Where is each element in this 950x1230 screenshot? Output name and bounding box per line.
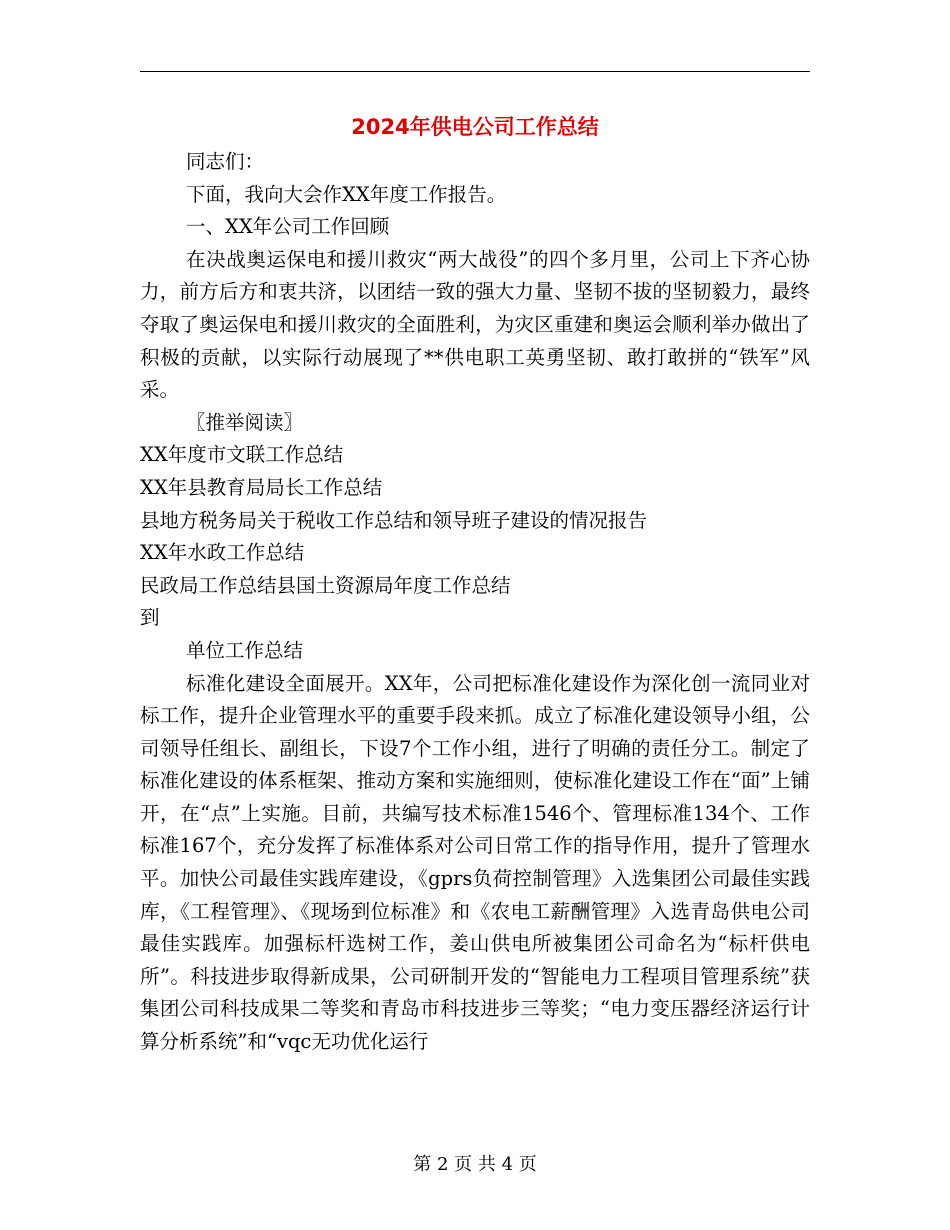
recommended-link[interactable]: XX年度市文联工作总结 xyxy=(140,443,344,467)
recommended-link[interactable]: 民政局工作总结县国土资源局年度工作总结 xyxy=(140,573,511,597)
recommended-link[interactable]: 县地方税务局关于税收工作总结和领导班子建设的情况报告 xyxy=(140,508,648,532)
page-footer: 第 2 页 共 4 页 xyxy=(413,1154,537,1175)
recommended-heading: 〖推举阅读〗 xyxy=(186,410,304,434)
text-fragment: 单位工作总结 xyxy=(186,638,304,662)
header-rule xyxy=(140,71,810,72)
document-body xyxy=(140,146,810,1059)
recommended-link[interactable]: XX年水政工作总结 xyxy=(140,541,305,565)
paragraph: 在决战奥运保电和援川救灾“两大战役”的四个多月里，公司上下齐心协力，前方后方和衷共济，以团结一致的强大力量、坚韧不拔的坚韧毅力，最终夺取了奥运保电和援川救灾的全面胜利，为灾区重建和奥运会顺利举办做出了积极的贡献，以实际行动展现了**供电职工英勇坚韧、敢打敢拼的“铁军”风采。 xyxy=(140,247,810,402)
text-fragment: 到 xyxy=(140,606,160,630)
document-title: 2024年供电公司工作总结 xyxy=(351,115,599,139)
recommended-link[interactable]: XX年县教育局局长工作总结 xyxy=(140,475,383,499)
intro-line: 下面，我向大会作XX年度工作报告。 xyxy=(186,182,507,206)
paragraph: 标准化建设全面展开。XX年，公司把标准化建设作为深化创一流同业对标工作，提升企业管理水平的重要手段来抓。成立了标准化建设领导小组，公司领导任组长、副组长，下设7个工作小组，进行了明确的责任分工。制定了标准化建设的体系框架、推动方案和实施细则，使标准化建设工作在“面”上铺开，在“点”上实施。目前，共编写技术标准1546个、管理标准134个、工作标准167个，充分发挥了标准体系对公司日常工作的指导作用，提升了管理水平。加快公司最佳实践库建设，《gprs负荷控制管理》入选集团公司最佳实践库，《工程管理》、《现场到位标准》和《农电工薪酬管理》入选青岛供电公司最佳实践库。加强标杆选树工作，姜山供电所被集团公司命名为“标杆供电所”。科技进步取得新成果，公司研制开发的“智能电力工程项目管理系统”获集团公司科技成果二等奖和青岛市科技进步三等奖；“电力变压器经济运行计算分析系统”和“vqc无功优化运行 xyxy=(140,671,810,1054)
section-heading: 一、XX年公司工作回顾 xyxy=(186,215,390,239)
salutation: 同志们： xyxy=(186,150,265,173)
